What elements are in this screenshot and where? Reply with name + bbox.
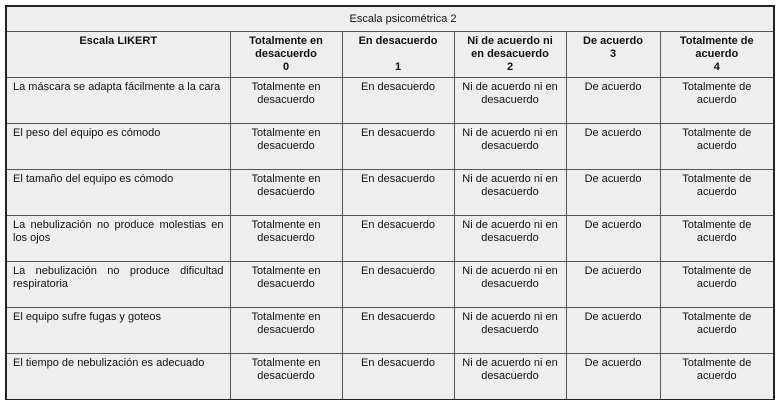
option-cell: Ni de acuerdo ni en desacuerdo bbox=[454, 78, 566, 124]
option-cell: Totalmente de acuerdo bbox=[660, 354, 774, 400]
header-cell-option-0 bbox=[230, 32, 342, 78]
option-cell: En desacuerdo bbox=[342, 78, 454, 124]
option-cell: Totalmente en desacuerdo bbox=[230, 216, 342, 262]
table-row bbox=[6, 78, 774, 124]
option-cell: En desacuerdo bbox=[342, 216, 454, 262]
header-row bbox=[6, 32, 774, 78]
table-row bbox=[6, 216, 774, 262]
option-cell: Ni de acuerdo ni en desacuerdo bbox=[454, 308, 566, 354]
header-cell-option-2 bbox=[454, 32, 566, 78]
header-cell-scale bbox=[6, 32, 230, 78]
option-cell: Totalmente de acuerdo bbox=[660, 262, 774, 308]
header-number: 4 bbox=[713, 61, 720, 73]
option-cell: De acuerdo bbox=[566, 354, 660, 400]
option-cell: De acuerdo bbox=[566, 170, 660, 216]
option-cell: Ni de acuerdo ni en desacuerdo bbox=[454, 262, 566, 308]
option-cell: Totalmente en desacuerdo bbox=[230, 78, 342, 124]
option-cell: Totalmente de acuerdo bbox=[660, 308, 774, 354]
header-label: En desacuerdo bbox=[358, 35, 438, 47]
header-label: Ni de acuerdo ni en desacuerdo bbox=[467, 35, 553, 60]
option-cell: Totalmente de acuerdo bbox=[660, 78, 774, 124]
header-number: 0 bbox=[282, 61, 290, 73]
option-cell: Totalmente de acuerdo bbox=[660, 170, 774, 216]
option-cell: De acuerdo bbox=[566, 216, 660, 262]
statement-cell: El tamaño del equipo es cómodo bbox=[6, 170, 230, 216]
statement-cell: El tiempo de nebulización es adecuado bbox=[6, 354, 230, 400]
option-cell: En desacuerdo bbox=[342, 170, 454, 216]
header-number: 2 bbox=[506, 61, 514, 73]
header-cell-option-3 bbox=[566, 32, 660, 78]
header-number: 1 bbox=[394, 61, 402, 73]
table-row bbox=[6, 262, 774, 308]
header-number: 3 bbox=[609, 48, 617, 60]
option-cell: Totalmente de acuerdo bbox=[660, 216, 774, 262]
option-cell: De acuerdo bbox=[566, 262, 660, 308]
option-cell: Totalmente de acuerdo bbox=[660, 124, 774, 170]
option-cell: Ni de acuerdo ni en desacuerdo bbox=[454, 124, 566, 170]
title-row bbox=[6, 6, 774, 32]
statement-cell: El peso del equipo es cómodo bbox=[6, 124, 230, 170]
statement-cell: El equipo sufre fugas y goteos bbox=[6, 308, 230, 354]
option-cell: Totalmente en desacuerdo bbox=[230, 262, 342, 308]
header-cell-option-4 bbox=[660, 32, 774, 78]
header-label: Escala LIKERT bbox=[79, 35, 158, 47]
option-cell: De acuerdo bbox=[566, 308, 660, 354]
option-cell: Totalmente en desacuerdo bbox=[230, 308, 342, 354]
option-cell: Totalmente en desacuerdo bbox=[230, 170, 342, 216]
table-row bbox=[6, 124, 774, 170]
table-title-text: Escala psicométrica 2 bbox=[349, 12, 457, 25]
option-cell: Ni de acuerdo ni en desacuerdo bbox=[454, 170, 566, 216]
option-cell: En desacuerdo bbox=[342, 308, 454, 354]
option-cell: Ni de acuerdo ni en desacuerdo bbox=[454, 354, 566, 400]
option-cell: En desacuerdo bbox=[342, 354, 454, 400]
option-cell: De acuerdo bbox=[566, 78, 660, 124]
likert-scale-table bbox=[5, 5, 775, 400]
header-label: Totalmente en desacuerdo bbox=[249, 35, 323, 60]
statement-cell: La máscara se adapta fácilmente a la cara bbox=[6, 78, 230, 124]
header-label: Totalmente de acuerdo bbox=[679, 35, 754, 60]
option-cell: Ni de acuerdo ni en desacuerdo bbox=[454, 216, 566, 262]
header-label: De acuerdo bbox=[583, 35, 643, 47]
option-cell: Totalmente en desacuerdo bbox=[230, 354, 342, 400]
table-row bbox=[6, 308, 774, 354]
header-cell-option-1 bbox=[342, 32, 454, 78]
table-row bbox=[6, 170, 774, 216]
statement-cell: La nebulización no produce dificultad respiratoria bbox=[6, 262, 230, 308]
table-row bbox=[6, 354, 774, 400]
option-cell: Totalmente en desacuerdo bbox=[230, 124, 342, 170]
option-cell: En desacuerdo bbox=[342, 262, 454, 308]
option-cell: En desacuerdo bbox=[342, 124, 454, 170]
option-cell: De acuerdo bbox=[566, 124, 660, 170]
statement-cell: La nebulización no produce molestias en los ojos bbox=[6, 216, 230, 262]
table-title bbox=[6, 6, 774, 32]
